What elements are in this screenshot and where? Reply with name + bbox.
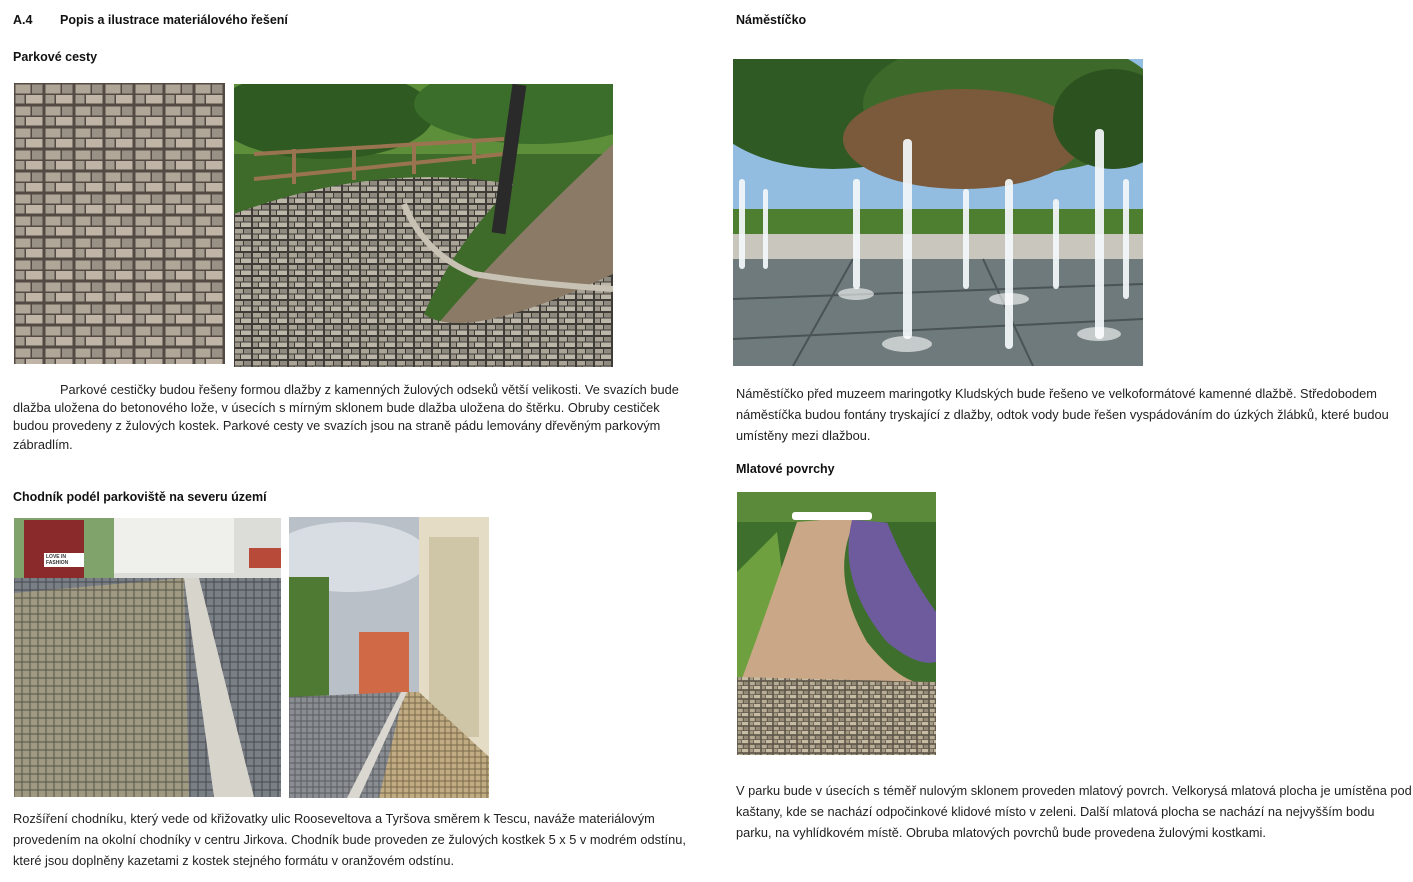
section-title: Popis a ilustrace materiálového řešení [60, 13, 288, 27]
sidewalk-heading: Chodník podél parkoviště na severu území [13, 490, 267, 504]
gravel-heading: Mlatové povrchy [736, 462, 835, 476]
shop-sign: LOVE IN FASHION [46, 554, 69, 566]
park-paths-text: Parkové cestičky budou řešeny formou dlažby z kamenných žulových odseků větší velikosti. Ve svazích bude dlažba uložena do betonového lože, v úsecích s mírným sklonem bude dlažba uložena do štěrku. Obruby cestiček budou provedeny z žulových kostek. Parkové cesty ve svazích jsou na straně pádu lemovány dřevěným parkovým zábradlím. [13, 382, 679, 452]
square-text: Náměstíčko před muzeem maringotky Kludských bude řešeno ve velkoformátové kamenné dlažbě. Středobodem náměstíčka budou fontány tryskající z dlažby, odtok vody bude řešen vyspádováním do úzkých žlábků, které budou umístěny mezi dlažbou. [736, 386, 1389, 443]
fountain-square-photo [733, 59, 1143, 366]
park-paths-heading: Parkové cesty [13, 50, 98, 64]
square-heading: Náměstíčko [736, 13, 807, 27]
gravel-text: V parku bude v úsecích s téměř nulovým sklonem proveden mlatový povrch. Velkorysá mlatová plocha je umístěna pod kaštany, kde se nachází odpočinkové klidové místo v zeleni. Další mlatová plocha se nachází na nejvyšším bodu parku, na vyhlídkovém místě. Obruba mlatových povrchů bude provedena žulovými kostkami. [736, 783, 1412, 840]
street-perspective-photo [289, 517, 489, 798]
sidewalk-corner-photo [14, 518, 281, 797]
gravel-path-photo [737, 492, 936, 755]
park-path-photo [234, 84, 613, 367]
sidewalk-text: Rozšíření chodníku, který vede od křižovatky ulic Rooseveltova a Tyršova směrem k Tescu, naváže materiálovým provedením na okolní chodníky v centru Jirkova. Chodník bude proveden ze žulových kostkek 5 x 5 v modrém odstínu, které jsou doplněny kazetami z kostek stejného formátu v oranžovém odstínu. [13, 811, 686, 868]
section-number: A.4 [13, 13, 33, 27]
granite-cobblestone-photo [14, 83, 225, 364]
